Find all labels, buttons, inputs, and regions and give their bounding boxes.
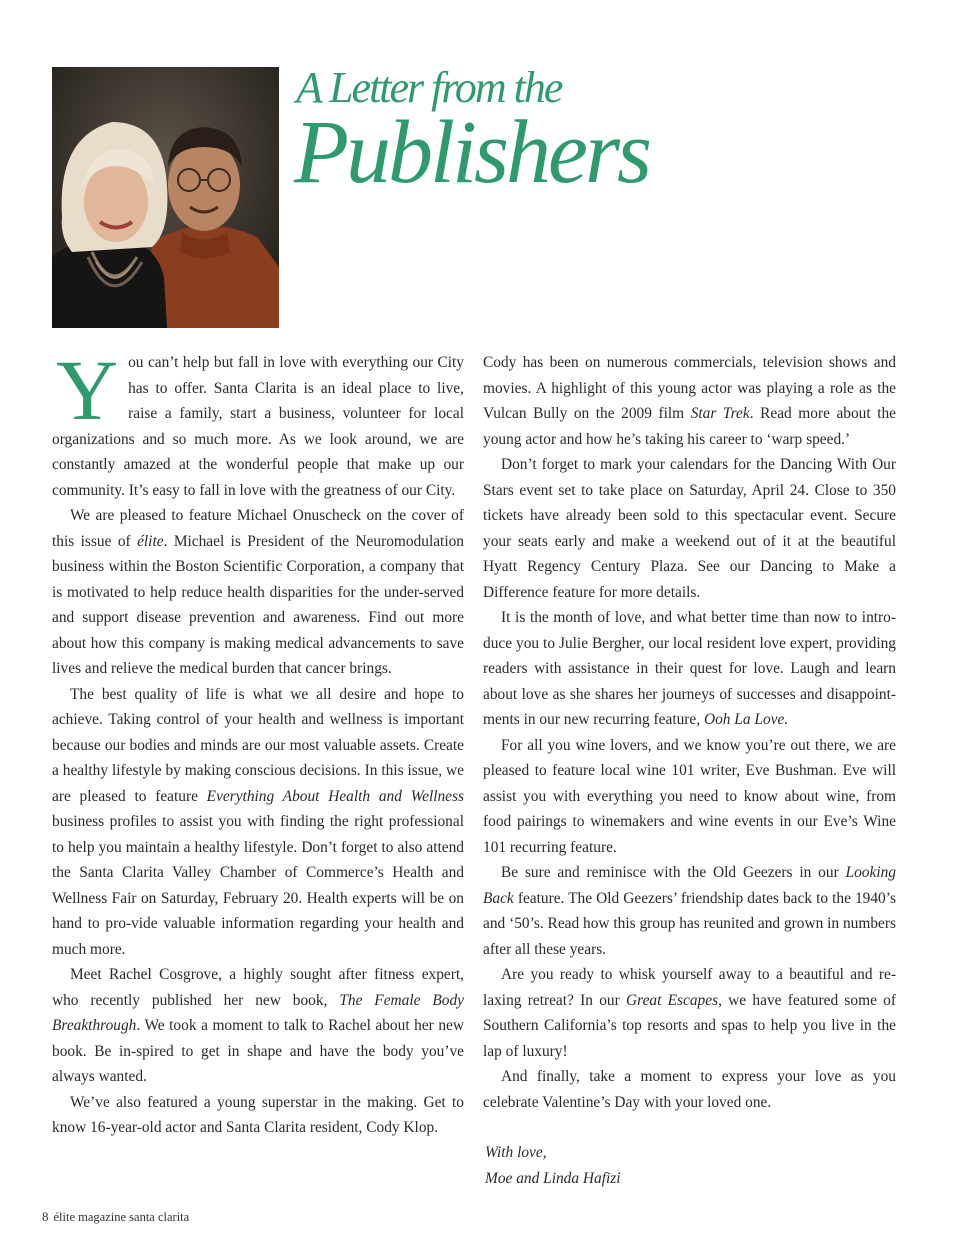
publication-name: élite magazine santa clarita [53, 1210, 190, 1224]
left-column [52, 342, 464, 1141]
title-line-2: Publishers [294, 103, 650, 202]
page-number: 8 [42, 1209, 49, 1224]
signoff-greeting: With love, [485, 1144, 547, 1161]
paragraph: Don’t forget to mark your calendars for the Dancing With Our Stars event set to take place on Saturday, April 24. Close to 350 tickets have already been sold to this spectacular event. Secure your seats early and make a weekend out of it at the beautiful Hyatt Regency Century Plaza. See our Dancing to Make a Difference feature for more details. [483, 456, 896, 601]
signoff-names: Moe and Linda Hafizi [485, 1169, 621, 1187]
page-footer [42, 1209, 189, 1225]
title-line-1: A Letter from the [296, 63, 562, 112]
paragraph: Cody has been on numerous commercials, television shows and movies. A highlight of this young actor was playing a role as the Vulcan Bully on the 2009 film Star Trek. Read more about the young actor and how he’s taking his career to ‘warp speed.’ [483, 354, 897, 448]
publishers-portrait-icon [52, 67, 279, 328]
paragraph: We’ve also featured a young superstar in the making. Get to know 16-year-old actor and Santa Clarita resident, Cody Klop. [52, 1093, 464, 1136]
paragraph: The best quality of life is what we all desire and hope to achieve. Taking control of your health and wellness is important because our bodies and minds are our most valuable assets. Create a healthy lifestyle by making conscious decisions. In this issue, we are pleased to feature Everything About Health and Wellness business profiles to assist you with finding the right professional to help you maintain a healthy lifestyle. Don’t forget to also attend the Santa Clarita Valley Chamber of Commerce’s Health and Wellness Fair on Saturday, February 20. Health experts will be on hand to pro-vide valuable information regarding your health and much more. [52, 685, 464, 958]
paragraph: Meet Rachel Cosgrove, a highly sought after fitness expert, who recently published her new book, The Female Body Breakthrough. We took a moment to talk to Rachel about her new book. Be in-spired to get in shape and have the body you’ve always wanted. [52, 966, 464, 1085]
signoff [485, 1140, 621, 1191]
dropcap: Y [56, 342, 119, 438]
paragraph: And finally, take a moment to express your love as you celebrate Valentine’s Day with your loved one. [483, 1068, 896, 1111]
publishers-photo [52, 67, 279, 328]
paragraph: It is the month of love, and what better time than now to intro-duce you to Julie Bergher, our local resident love expert, providing readers with assistance in their quest for love. Laugh and learn about love as she shares her journeys of successes and disappoint-ments in our new recurring feature, Ooh La Love. [483, 609, 896, 728]
right-column [483, 350, 896, 1115]
paragraph: For all you wine lovers, and we know you’re out there, we are pleased to feature local wine 101 writer, Eve Bushman. Eve will assist you with everything you need to know about wine, from food pairings to winemakers and wine events in our Eve’s Wine 101 recurring feature. [483, 736, 896, 856]
paragraph: Be sure and reminisce with the Old Geezers in our Looking Back feature. The Old Geezers’ friendship dates back to the 1940’s and ‘50’s. Read how this group has reunited and grown in numbers after all these years. [483, 864, 896, 958]
paragraph: We are pleased to feature Michael Onuscheck on the cover of this issue of élite. Michael is President of the Neuromodulation business within the Boston Scientific Corporation, a company that is motivated to help reduce health disparities for the under-served and support disease prevention and awareness. Find out more about how this company is making medical advancements to save lives and relieve the medical burden that cancer brings. [52, 507, 464, 677]
paragraph: You can’t help but fall in love with everything our City has to offer. Santa Clarita is an ideal place to live, raise a family, start a business, volunteer for local organizations and so much more. As we look around, we are constantly amazed at the wonderful people that make up our community. It’s easy to fall in love with the greatness of our City. [52, 342, 464, 499]
paragraph: Are you ready to whisk yourself away to a beautiful and re-laxing retreat? In our Great Escapes, we have featured some of Southern California’s top resorts and spas to help you live in the lap of luxury! [483, 966, 896, 1060]
